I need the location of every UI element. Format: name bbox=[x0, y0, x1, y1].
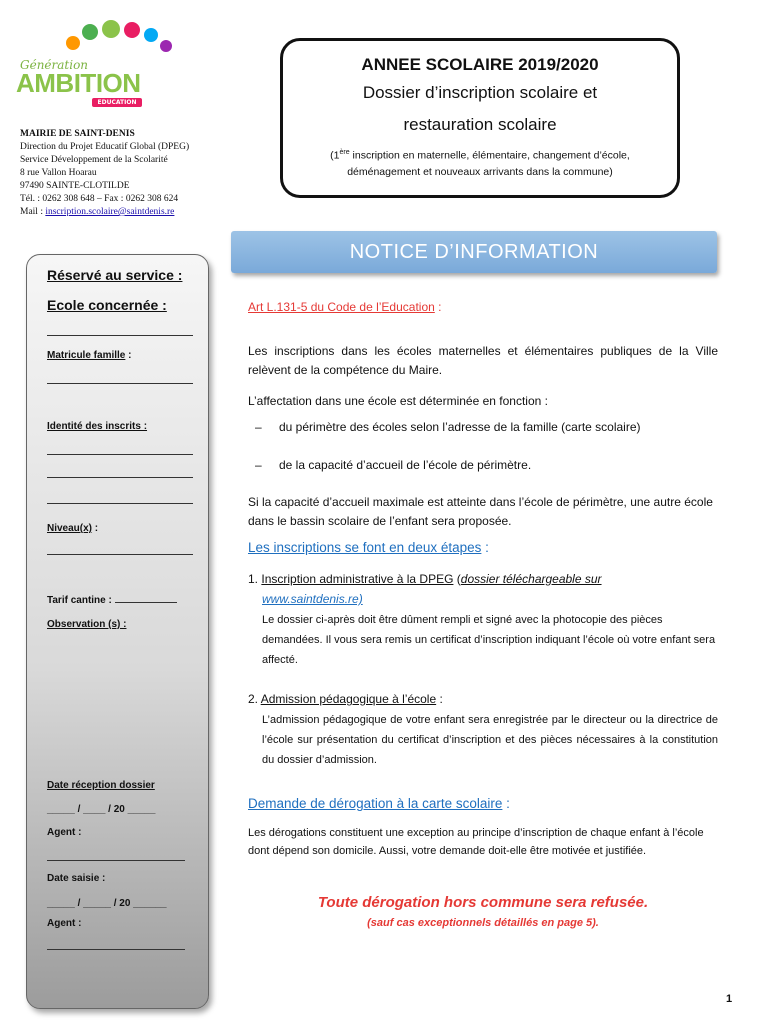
step2-text: L’admission pédagogique de votre enfant sera enregistrée par le directeur ou la directrice de l’école sur présentation du certificat d’inscription et des pièces nécessaires à la constitution du dossier d’admission. bbox=[262, 714, 718, 766]
date-saisie-field[interactable]: _____ / _____ / 20 ______ bbox=[47, 898, 167, 909]
identite-field-1[interactable] bbox=[47, 454, 193, 455]
reserved-heading: Réservé au service : bbox=[47, 267, 183, 283]
logo-tagline: Génération bbox=[20, 58, 89, 72]
date-reception-label: Date réception dossier bbox=[47, 780, 155, 791]
identite-label: Identité des inscrits : bbox=[47, 421, 148, 432]
agent-field-1[interactable] bbox=[47, 860, 185, 861]
ecole-heading: Ecole concernée : bbox=[47, 297, 167, 313]
mairie-address bbox=[20, 128, 250, 219]
derogation-heading: Demande de dérogation à la carte scolaire : bbox=[248, 796, 510, 811]
tarif-label: Tarif cantine : bbox=[47, 595, 177, 606]
logo-badge: EDUCATION bbox=[92, 98, 142, 107]
document-title-line1: Dossier d’inscription scolaire et bbox=[362, 83, 598, 102]
bullet-dash: – bbox=[255, 458, 262, 472]
logo-name: AMBITION bbox=[16, 68, 141, 98]
notice-banner: NOTICE D’INFORMATION bbox=[231, 231, 717, 273]
bullet-dash: – bbox=[255, 420, 262, 434]
mairie-line: Service Développement de la Scolarité bbox=[20, 155, 168, 165]
derogation-text: Les dérogations constituent une exception au principe d’inscription de chaque enfant à l’école dont dépend son domicile. Aussi, votre demande doit-elle être motivée et justifiée. bbox=[248, 827, 704, 857]
reserved-panel bbox=[26, 254, 209, 1009]
matricule-label: Matricule famille : bbox=[47, 350, 132, 361]
mairie-line: 8 rue Vallon Hoarau bbox=[20, 168, 97, 178]
step1-link[interactable]: www.saintdenis.re) bbox=[262, 592, 363, 606]
mairie-line: 97490 SAINTE-CLOTILDE bbox=[20, 181, 130, 191]
paragraph-capacite-max: Si la capacité d’accueil maximale est atteinte dans l’école de périmètre, une autre école dans le bassin scolaire de l’enfant sera proposée. bbox=[248, 495, 713, 528]
identite-field-3[interactable] bbox=[47, 503, 193, 504]
mairie-line: Tél. : 0262 308 648 – Fax : 0262 308 624 bbox=[20, 194, 179, 204]
header-box bbox=[280, 38, 680, 198]
school-year: ANNEE SCOLAIRE 2019/2020 bbox=[361, 55, 599, 74]
article-reference: Art L.131-5 du Code de l’Education : bbox=[248, 300, 442, 314]
step1-heading: 1. Inscription administrative à la DPEG (dossier téléchargeable sur bbox=[248, 572, 602, 586]
identite-field-2[interactable] bbox=[47, 477, 193, 478]
refusal-notice: Toute dérogation hors commune sera refusée. bbox=[317, 894, 649, 911]
paragraph-affectation: L’affectation dans une école est déterminée en fonction : bbox=[248, 394, 548, 408]
agent-label-2: Agent : bbox=[47, 918, 82, 929]
step2-heading: 2. Admission pédagogique à l’école : bbox=[248, 692, 443, 706]
niveau-field[interactable] bbox=[47, 554, 193, 555]
mairie-line: Direction du Projet Educatif Global (DPEG) bbox=[20, 142, 190, 152]
niveau-label: Niveau(x) : bbox=[47, 523, 99, 534]
date-reception-field[interactable]: _____ / ____ / 20 _____ bbox=[47, 804, 156, 815]
step1-text: Le dossier ci-après doit être dûment rempli et signé avec la photocopie des pièces demandées. Il vous sera remis un certificat d’inscription indiquant l’école où votre enfant sera affecté. bbox=[262, 614, 716, 666]
refusal-exception: (sauf cas exceptionnels détaillés en page 5). bbox=[367, 917, 599, 929]
logo-icons bbox=[66, 20, 174, 60]
steps-heading: Les inscriptions se font en deux étapes : bbox=[248, 540, 489, 555]
bullet-perimetre: du périmètre des écoles selon l’adresse de la famille (carte scolaire) bbox=[279, 420, 641, 434]
mairie-mail: Mail : inscription.scolaire@saintdenis.re bbox=[20, 207, 175, 217]
mairie-title: MAIRIE DE SAINT-DENIS bbox=[20, 129, 135, 139]
page-number: 1 bbox=[726, 993, 733, 1005]
document-subtitle: (1ère inscription en maternelle, élémentaire, changement d’école, déménagement et nouveaux arrivants dans la commune) bbox=[330, 149, 630, 178]
mail-link[interactable]: inscription.scolaire@saintdenis.re bbox=[45, 207, 175, 217]
generation-ambition-logo bbox=[14, 18, 174, 108]
agent-label-1: Agent : bbox=[47, 827, 82, 838]
matricule-field[interactable] bbox=[47, 383, 193, 384]
document-title-line2: restauration scolaire bbox=[403, 115, 557, 134]
ecole-field[interactable] bbox=[47, 335, 193, 336]
paragraph-competence: Les inscriptions dans les écoles maternelles et élémentaires publiques de la Ville relèvent de la compétence du Maire. bbox=[248, 344, 718, 377]
bullet-capacite: de la capacité d’accueil de l’école de périmètre. bbox=[279, 458, 532, 472]
date-saisie-label: Date saisie : bbox=[47, 873, 106, 884]
observation-label: Observation (s) : bbox=[47, 619, 127, 630]
agent-field-2[interactable] bbox=[47, 949, 185, 950]
